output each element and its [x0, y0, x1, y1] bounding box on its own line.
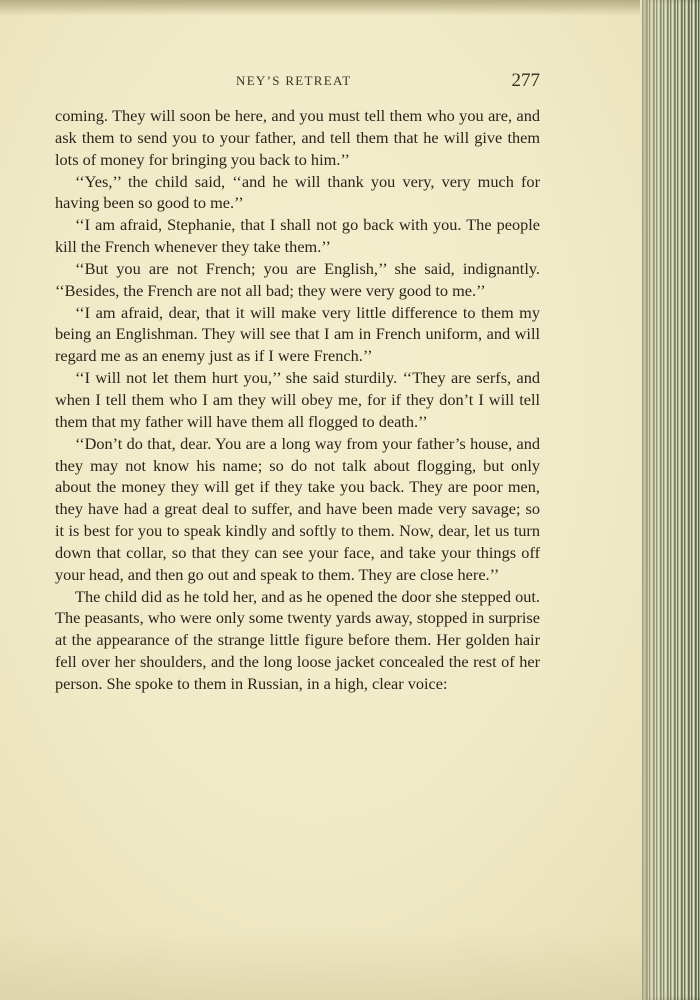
paragraph: ‘‘Yes,’’ the child said, ‘‘and he will thank you very, very much for having been so good to me.’’	[55, 171, 540, 213]
bottom-fade	[0, 930, 642, 1000]
top-shadow	[0, 0, 640, 16]
text-block	[55, 105, 540, 695]
paragraph: The child did as he told her, and as he opened the door she stepped out. The peasants, who were only some twenty yards away, stopped in surprise at the appearance of the strange little figure before them. Her golden hair fell over her shoulders, and the long loose jacket concealed the rest of her person. She spoke to them in Russian, in a high, clear voice:	[55, 586, 540, 693]
paragraph: ‘‘I am afraid, dear, that it will make very little difference to them my being an Englishman. They will see that I am in French uniform, and will regard me as an enemy just as if I were French.’’	[55, 302, 540, 366]
paragraph: ‘‘I am afraid, Stephanie, that I shall not go back with you. The people kill the French whenever they take them.’’	[55, 215, 540, 257]
page-number: 277	[511, 70, 540, 91]
paragraph: ‘‘I will not let them hurt you,’’ she said sturdily. ‘‘They are serfs, and when I tell them who I am they will obey me, for if they don’t I will tell them that my father will have them all flogged to death.’’	[55, 368, 540, 431]
running-head: NEY’S RETREAT	[236, 73, 352, 88]
page-header	[55, 70, 540, 96]
paragraph: ‘‘But you are not French; you are English,’’ she said, indignantly. ‘‘Besides, the French are not all bad; they were very good to me.’’	[55, 258, 540, 300]
paragraph: ‘‘Don’t do that, dear. You are a long way from your father’s house, and they may not know his name; so do not talk about flogging, but only about the money they will get if they take you back. They are poor men, they have had a great deal to suffer, and have been made very savage; so it is best for you to speak kindly and softly to them. Now, dear, let us turn down that collar, so that they can see your face, and take your things off your head, and then go out and speak to them. They are close here.’’	[55, 433, 540, 584]
book-page-edges	[642, 0, 700, 1000]
paragraph: coming. They will soon be here, and you must tell them who you are, and ask them to send you to your father, and tell them that he will give them lots of money for bringing you back to him.’’	[55, 106, 540, 169]
